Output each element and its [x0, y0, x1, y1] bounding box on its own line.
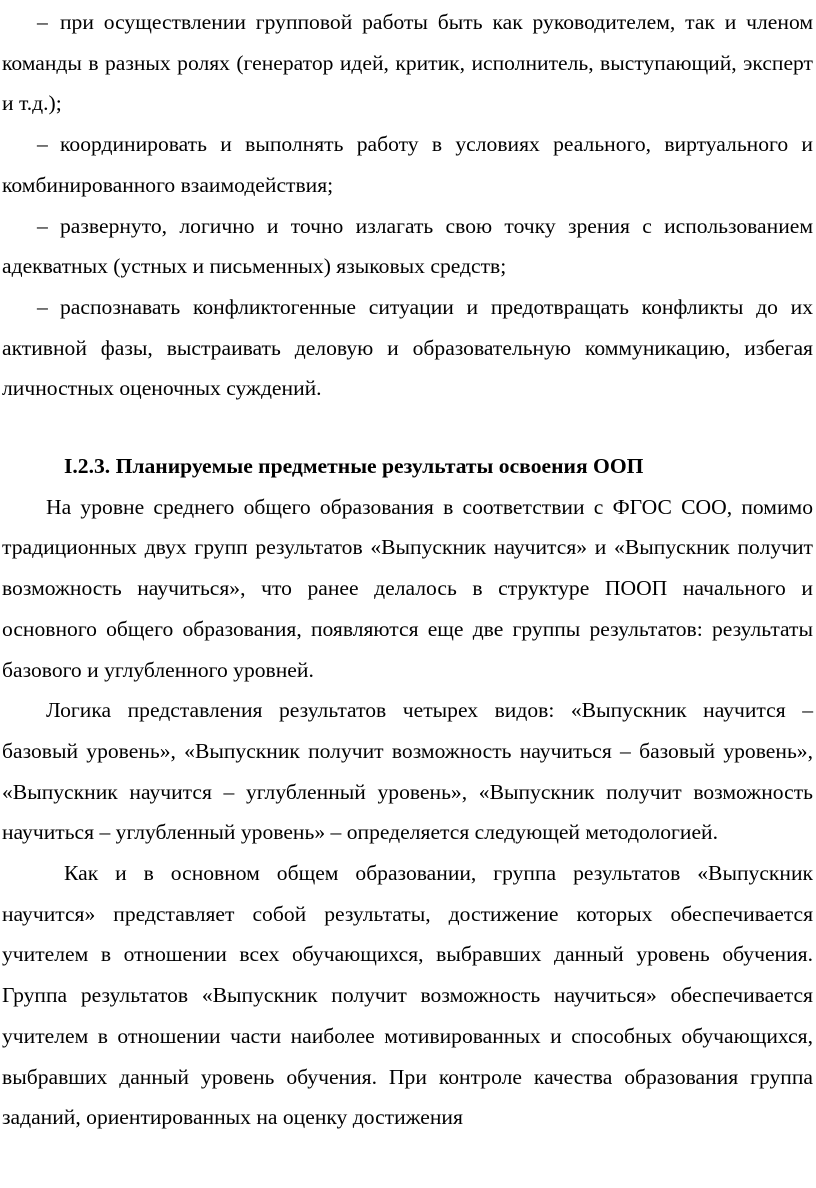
section-heading: I.2.3. Планируемые предметные результаты освоения ООП — [64, 454, 644, 479]
bullet-text-1: при осуществлении групповой работы быть как руководителем, так и членом команды в разных ролях (генератор идей, критик, исполнитель, выступающий, эксперт и т.д.); — [2, 10, 813, 116]
bullet-dash: – — [37, 132, 48, 157]
paragraph-2: Логика представления результатов четырех видов: «Выпускник научится – базовый уровень», «Выпускник получит возможность научиться – базовый уровень», «Выпускник научится – углубленный уровень», «Выпускник получит возможность научиться – углубленный уровень» – определяется следующей методологией. — [2, 698, 813, 845]
paragraph-1: На уровне среднего общего образования в соответствии с ФГОС СОО, помимо традиционных двух групп результатов «Выпускник научится» и «Выпускник получит возможность научиться», что ранее делалось в структуре ПООП начального и основного общего образования, появляются еще две группы результатов: результаты базового и углубленного уровней. — [2, 494, 813, 682]
bullet-dash: – — [37, 294, 48, 319]
bullet-item-1 — [2, 2, 813, 124]
bullet-item-4 — [2, 287, 813, 409]
paragraph-3: Как и в основном общем образовании, группа результатов «Выпускник научится» представляет собой результаты, достижение которых обеспечивается учителем в отношении всех обучающихся, выбравших данный уровень обучения. Группа результатов «Выпускник получит возможность научиться» обеспечивается учителем в отношении части наиболее мотивированных и способных обучающихся, выбравших данный уровень обучения. При контроле качества образования группа заданий, ориентированных на оценку достижения — [2, 861, 813, 1130]
bullet-text-4: распознавать конфликтогенные ситуации и предотвращать конфликты до их активной фазы, выстраивать деловую и образовательную коммуникацию, избегая личностных оценочных суждений. — [2, 294, 813, 401]
bullet-text-3: развернуто, логично и точно излагать свою точку зрения с использованием адекватных (устных и письменных) языковых средств; — [2, 213, 813, 279]
bullet-text-2: координировать и выполнять работу в условиях реального, виртуального и комбинированного взаимодействия; — [2, 132, 813, 197]
bullet-dash: – — [37, 213, 48, 238]
bullet-dash: – — [37, 10, 48, 34]
bullet-item-3 — [2, 206, 813, 287]
bullet-item-2 — [2, 124, 813, 205]
